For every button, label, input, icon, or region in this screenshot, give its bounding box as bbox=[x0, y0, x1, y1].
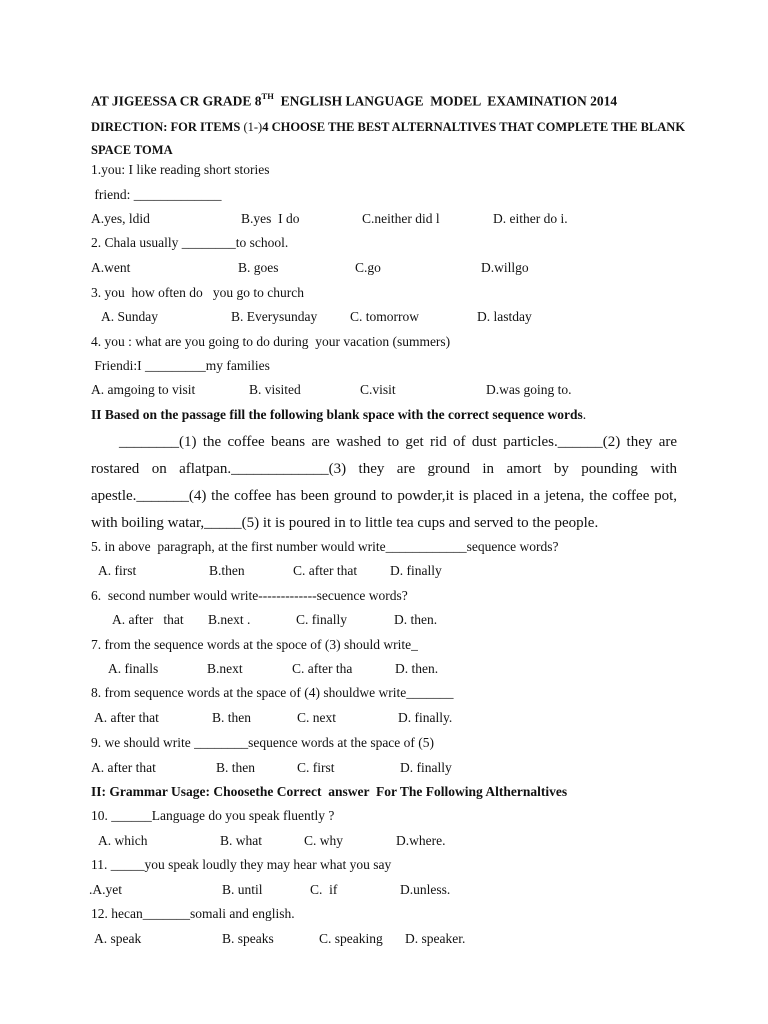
question-9-option-d[interactable]: D. finally bbox=[400, 760, 452, 775]
question-10-options bbox=[0, 832, 768, 850]
question-9-options bbox=[0, 759, 768, 777]
question-1-options bbox=[0, 210, 768, 228]
question-10-option-b[interactable]: B. what bbox=[220, 833, 262, 848]
direction-lead: DIRECTION: FOR ITEMS bbox=[91, 120, 244, 134]
question-3-option-d[interactable]: D. lastday bbox=[477, 309, 532, 324]
question-10-option-c[interactable]: C. why bbox=[304, 833, 344, 848]
question-3-option-c[interactable]: C. tomorrow bbox=[350, 309, 419, 324]
question-4-option-c[interactable]: C.visit bbox=[360, 382, 396, 397]
question-4-stem: 4. you : what are you going to do during your vacation (summers) bbox=[91, 334, 451, 349]
question-5-options bbox=[0, 562, 768, 580]
question-11-option-c[interactable]: C. if bbox=[310, 882, 338, 897]
question-12-option-c[interactable]: C. speaking bbox=[319, 931, 383, 946]
question-9-option-a[interactable]: A. after that bbox=[91, 760, 156, 775]
direction-range: (1-) bbox=[243, 120, 263, 134]
question-4-option-d[interactable]: D.was going to. bbox=[486, 382, 572, 397]
question-2-options bbox=[0, 259, 768, 277]
question-5-option-b[interactable]: B.then bbox=[209, 563, 245, 578]
question-7-option-c[interactable]: C. after tha bbox=[292, 661, 353, 676]
title-superscript: TH bbox=[261, 91, 274, 101]
question-1-reply: friend: _____________ bbox=[91, 187, 222, 202]
question-6-option-b[interactable]: B.next . bbox=[208, 612, 251, 627]
question-2-stem: 2. Chala usually ________to school. bbox=[91, 235, 289, 250]
question-1-option-c[interactable]: C.neither did l bbox=[362, 211, 440, 226]
question-9-stem: 9. we should write ________sequence words at the space of (5) bbox=[91, 735, 435, 750]
question-3-option-a[interactable]: A. Sunday bbox=[101, 309, 158, 324]
question-11-option-a[interactable]: .A.yet bbox=[89, 882, 122, 897]
question-10-stem: 10. ______Language do you speak fluently ? bbox=[91, 808, 335, 823]
question-7-option-b[interactable]: B.next bbox=[207, 661, 243, 676]
question-12-options bbox=[0, 930, 768, 948]
question-5-option-c[interactable]: C. after that bbox=[293, 563, 358, 578]
question-6-option-c[interactable]: C. finally bbox=[296, 612, 347, 627]
question-5-option-a[interactable]: A. first bbox=[98, 563, 137, 578]
section-2-heading-period: . bbox=[582, 407, 587, 422]
question-4-options bbox=[0, 381, 768, 399]
question-8-stem: 8. from sequence words at the space of (4) shouldwe write_______ bbox=[91, 685, 454, 700]
question-12-option-b[interactable]: B. speaks bbox=[222, 931, 274, 946]
question-9-option-b[interactable]: B. then bbox=[216, 760, 255, 775]
question-8-option-d[interactable]: D. finally. bbox=[398, 710, 453, 725]
question-8-option-b[interactable]: B. then bbox=[212, 710, 251, 725]
question-8-option-a[interactable]: A. after that bbox=[94, 710, 159, 725]
question-11-stem: 11. _____you speak loudly they may hear what you say bbox=[91, 857, 392, 872]
question-7-option-d[interactable]: D. then. bbox=[395, 661, 439, 676]
title-rest: ENGLISH LANGUAGE MODEL EXAMINATION 2014 bbox=[273, 93, 618, 109]
question-11-option-d[interactable]: D.unless. bbox=[400, 882, 451, 897]
question-11-option-b[interactable]: B. until bbox=[222, 882, 263, 897]
question-7-stem: 7. from the sequence words at the spoce of (3) should write_ bbox=[91, 637, 418, 652]
question-3-option-b[interactable]: B. Everysunday bbox=[231, 309, 318, 324]
question-6-option-d[interactable]: D. then. bbox=[394, 612, 438, 627]
question-2-option-b[interactable]: B. goes bbox=[238, 260, 279, 275]
question-8-option-c[interactable]: C. next bbox=[297, 710, 336, 725]
section-3-heading: II: Grammar Usage: Choosethe Correct answer For The Following Althernaltives bbox=[91, 784, 568, 799]
question-2-option-a[interactable]: A.went bbox=[91, 260, 131, 275]
exam-title bbox=[91, 92, 617, 110]
question-1-option-b[interactable]: B.yes I do bbox=[241, 211, 300, 226]
question-12-option-a[interactable]: A. speak bbox=[94, 931, 142, 946]
question-12-option-d[interactable]: D. speaker. bbox=[405, 931, 466, 946]
question-7-option-a[interactable]: A. finalls bbox=[108, 661, 159, 676]
question-2-option-c[interactable]: C.go bbox=[355, 260, 381, 275]
question-9-option-c[interactable]: C. first bbox=[297, 760, 335, 775]
question-7-options bbox=[0, 660, 768, 678]
question-4-reply: Friendi:I _________my families bbox=[91, 358, 270, 373]
question-10-option-d[interactable]: D.where. bbox=[396, 833, 446, 848]
question-10-option-a[interactable]: A. which bbox=[98, 833, 148, 848]
question-12-stem: 12. hecan_______somali and english. bbox=[91, 906, 295, 921]
section-2-heading-text: II Based on the passage fill the following blank space with the correct sequence words bbox=[91, 407, 583, 422]
question-4-option-b[interactable]: B. visited bbox=[249, 382, 301, 397]
direction-rest: 4 CHOOSE THE BEST ALTERNALTIVES THAT COMPLETE THE BLANK SPACE TOMA bbox=[91, 120, 686, 157]
question-1-stem: 1.you: I like reading short stories bbox=[91, 162, 270, 177]
section-2-heading bbox=[91, 406, 586, 424]
question-5-stem: 5. in above paragraph, at the first number would write____________sequence words? bbox=[91, 539, 559, 554]
question-6-option-a[interactable]: A. after that bbox=[112, 612, 184, 627]
question-3-stem: 3. you how often do you go to church bbox=[91, 285, 304, 300]
question-8-options bbox=[0, 709, 768, 727]
title-prefix: AT JIGEESSA CR GRADE 8 bbox=[91, 93, 262, 109]
question-1-option-d[interactable]: D. either do i. bbox=[493, 211, 568, 226]
question-3-options bbox=[0, 308, 768, 326]
question-6-options bbox=[0, 611, 768, 629]
question-4-option-a[interactable]: A. amgoing to visit bbox=[91, 382, 196, 397]
question-5-option-d[interactable]: D. finally bbox=[390, 563, 442, 578]
reading-passage: ________(1) the coffee beans are washed to get rid of dust particles.______(2) they are rostared on aflatpan._____________(3) they are ground in amort by pounding with apestle._______(4) the coffee has been ground to powder,it is placed in a jetena, the coffee pot, with boiling watar,_____(5) it is poured in to little tea cups and served to the people. bbox=[91, 434, 677, 531]
question-1-option-a[interactable]: A.yes, ldid bbox=[91, 211, 150, 226]
question-6-stem: 6. second number would write-------------secuence words? bbox=[91, 588, 408, 603]
directions bbox=[91, 116, 691, 162]
question-2-option-d[interactable]: D.willgo bbox=[481, 260, 529, 275]
question-11-options bbox=[0, 881, 768, 899]
